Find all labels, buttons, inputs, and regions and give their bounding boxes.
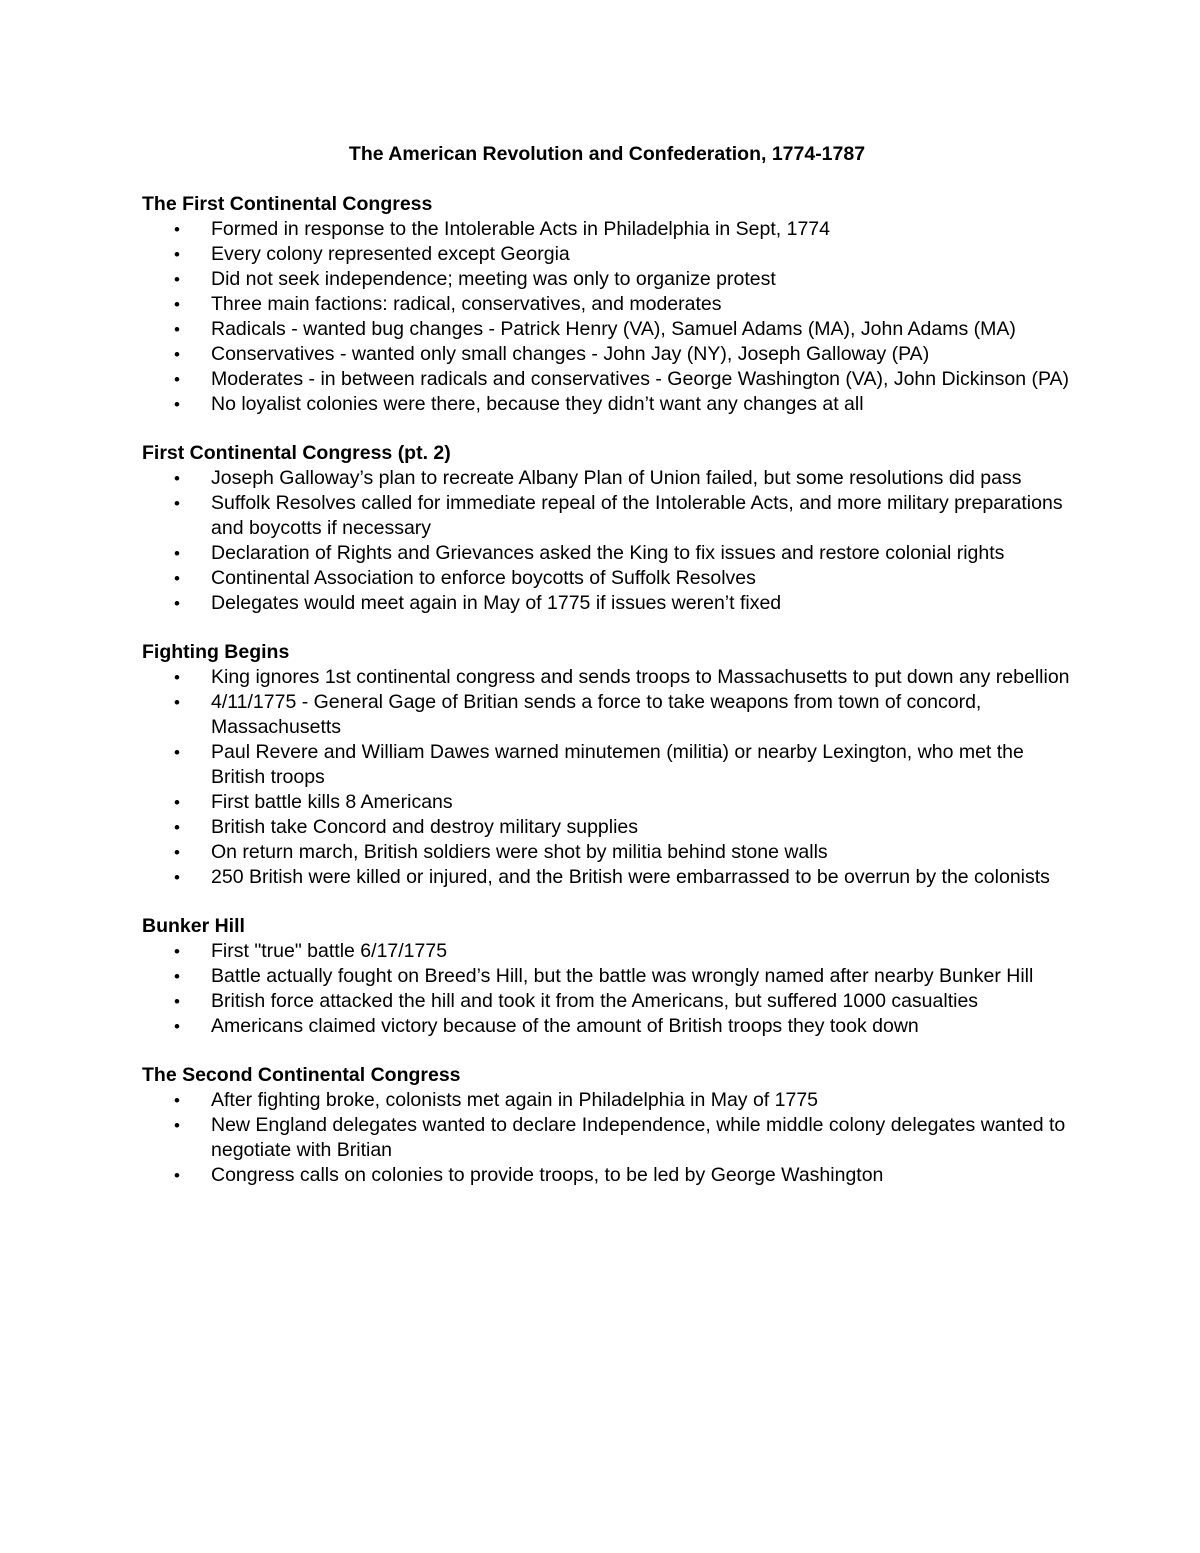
bullet-icon: • [174,992,180,1011]
section-heading: The Second Continental Congress [142,1064,461,1086]
list-item-text: Suffolk Resolves called for immediate repeal of the Intolerable Acts, and more military preparations and boycotts if necessary [211,492,1063,539]
list-item-text: Radicals - wanted bug changes - Patrick Henry (VA), Samuel Adams (MA), John Adams (MA) [211,318,1016,340]
list-item-text: Moderates - in between radicals and conservatives - George Washington (VA), John Dickinson (PA) [211,368,1070,390]
bullet-icon: • [174,270,180,289]
bullet-icon: • [174,693,180,712]
bullet-icon: • [174,1166,180,1185]
list-item-text: Conservatives - wanted only small changes - John Jay (NY), Joseph Galloway (PA) [211,343,930,365]
list-item [142,964,1072,989]
list-item-text: 250 British were killed or injured, and the British were embarrassed to be overrun by the colonists [211,866,1050,888]
list-item-text: Declaration of Rights and Grievances asked the King to fix issues and restore colonial rights [211,542,1005,564]
section-heading: The First Continental Congress [142,193,433,215]
list-item [142,392,1072,417]
list-item [142,541,1072,566]
list-item [142,342,1072,367]
bullet-icon: • [174,345,180,364]
bullet-list [142,939,1072,1039]
list-item [142,1088,1072,1113]
list-item [142,566,1072,591]
bullet-icon: • [174,1017,180,1036]
bullet-icon: • [174,544,180,563]
bullet-list [142,466,1072,616]
list-item-text: Every colony represented except Georgia [211,243,570,265]
list-item [142,242,1072,267]
list-item-text: Formed in response to the Intolerable Acts in Philadelphia in Sept, 1774 [211,218,830,240]
list-item [142,939,1072,964]
bullet-icon: • [174,668,180,687]
bullet-icon: • [174,594,180,613]
bullet-icon: • [174,942,180,961]
bullet-icon: • [174,569,180,588]
bullet-icon: • [174,1116,180,1135]
list-item-text: First battle kills 8 Americans [211,791,453,813]
list-item-text: Three main factions: radical, conservatives, and moderates [211,293,722,315]
list-item [142,367,1072,392]
section-heading: First Continental Congress (pt. 2) [142,442,451,464]
list-item [142,491,1072,541]
list-item [142,317,1072,342]
list-item [142,865,1072,890]
bullet-icon: • [174,370,180,389]
list-item [142,740,1072,790]
list-item [142,790,1072,815]
list-item-text: British force attacked the hill and took it from the Americans, but suffered 1000 casualties [211,990,979,1012]
bullet-icon: • [174,494,180,513]
bullet-icon: • [174,818,180,837]
bullet-list [142,217,1072,417]
list-item-text: King ignores 1st continental congress and sends troops to Massachusetts to put down any rebellion [211,666,1070,688]
document-page [142,140,1072,1212]
bullet-icon: • [174,320,180,339]
list-item [142,1014,1072,1039]
list-item-text: After fighting broke, colonists met again in Philadelphia in May of 1775 [211,1089,819,1111]
list-item-text: Congress calls on colonies to provide troops, to be led by George Washington [211,1164,884,1186]
bullet-icon: • [174,843,180,862]
list-item-text: Joseph Galloway’s plan to recreate Albany Plan of Union failed, but some resolutions did pass [211,467,1022,489]
section-first-continental-congress-pt2 [142,441,1072,616]
section-heading: Bunker Hill [142,915,245,937]
list-item [142,840,1072,865]
list-item-text: Paul Revere and William Dawes warned minutemen (militia) or nearby Lexington, who met the British troops [211,741,1024,788]
list-item-text: New England delegates wanted to declare Independence, while middle colony delegates wanted to negotiate with Britian [211,1114,1066,1161]
list-item-text: Battle actually fought on Breed’s Hill, but the battle was wrongly named after nearby Bunker Hill [211,965,1034,987]
bullet-list [142,1088,1072,1188]
list-item-text: First "true" battle 6/17/1775 [211,940,448,962]
list-item-text: British take Concord and destroy military supplies [211,816,639,838]
bullet-icon: • [174,295,180,314]
list-item-text: Did not seek independence; meeting was only to organize protest [211,268,776,290]
list-item [142,292,1072,317]
list-item-text: On return march, British soldiers were shot by militia behind stone walls [211,841,828,863]
list-item-text: No loyalist colonies were there, because they didn’t want any changes at all [211,393,864,415]
list-item [142,267,1072,292]
list-item [142,1163,1072,1188]
list-item [142,217,1072,242]
section-heading: Fighting Begins [142,641,290,663]
list-item-text: Americans claimed victory because of the amount of British troops they took down [211,1015,919,1037]
bullet-icon: • [174,1091,180,1110]
list-item [142,665,1072,690]
list-item-text: Delegates would meet again in May of 1775 if issues weren’t fixed [211,592,782,614]
list-item [142,815,1072,840]
list-item [142,690,1072,740]
bullet-icon: • [174,220,180,239]
list-item [142,1113,1072,1163]
bullet-icon: • [174,743,180,762]
bullet-icon: • [174,793,180,812]
bullet-list [142,665,1072,890]
document-title: The American Revolution and Confederation, 1774-1787 [348,143,866,165]
section-fighting-begins [142,640,1072,890]
section-second-continental-congress [142,1063,1072,1188]
list-item [142,989,1072,1014]
bullet-icon: • [174,245,180,264]
bullet-icon: • [174,469,180,488]
section-bunker-hill [142,914,1072,1039]
section-first-continental-congress [142,192,1072,417]
list-item [142,591,1072,616]
bullet-icon: • [174,395,180,414]
bullet-icon: • [174,868,180,887]
list-item [142,466,1072,491]
list-item-text: Continental Association to enforce boycotts of Suffolk Resolves [211,567,756,589]
list-item-text: 4/11/1775 - General Gage of Britian sends a force to take weapons from town of concord, Massachusetts [211,691,982,738]
bullet-icon: • [174,967,180,986]
